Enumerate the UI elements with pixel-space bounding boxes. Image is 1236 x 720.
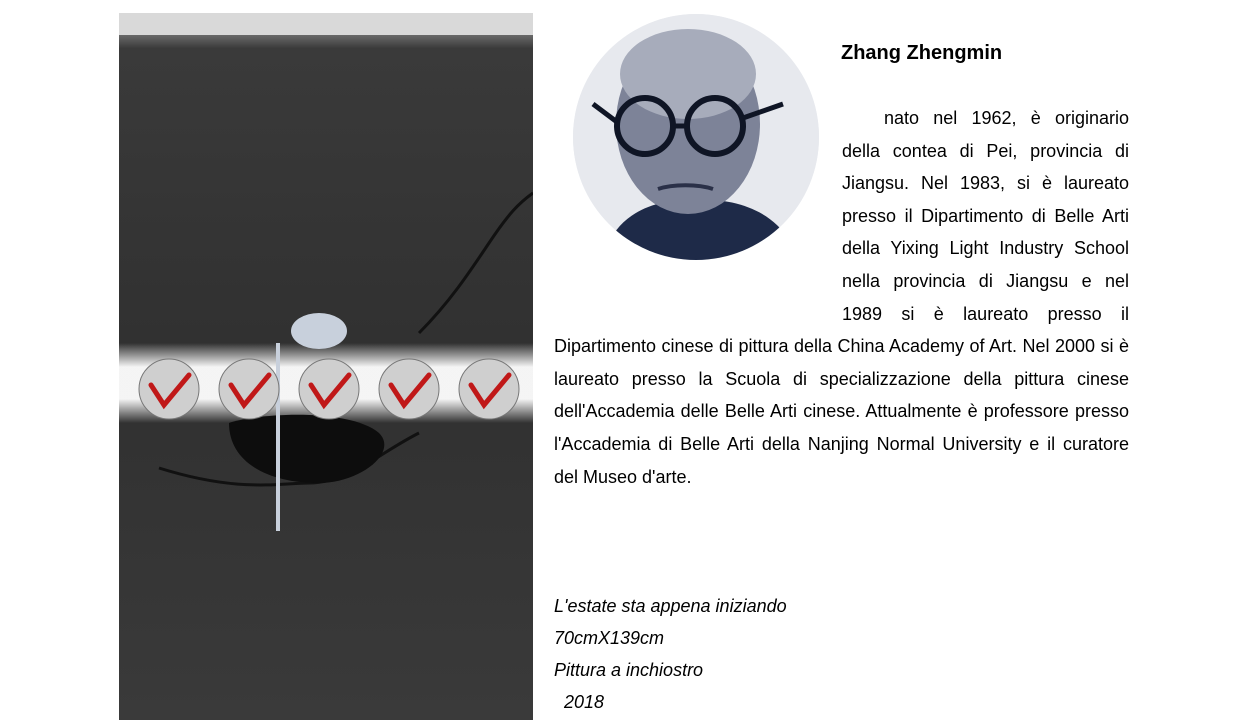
bio-text: nato nel 1962, è originario della contea di Pei, provincia di Jiangsu. Nel 1983, si è laureato presso il Dipartimento di Belle Arti della Yixing Light Industry School nella provincia di Jiangsu e nel 1989 si è laureato presso il Dipartimento cinese di pittura della China Academy of Art. Nel 2000 si è laureato presso la Scuola di specializzazione della pittura cinese dell'Accademia delle Belle Arti cinese. Attualmente è professore presso l'Accademia di Belle Arti della Nanjing Normal University e il curatore del Museo d'arte.: [554, 108, 1129, 487]
painting-illustration: [119, 13, 533, 720]
artist-name: Zhang Zhengmin: [841, 42, 1003, 64]
artwork-year: 2018: [564, 692, 605, 712]
artwork-medium: Pittura a inchiostro: [554, 660, 704, 680]
artwork-dimensions: 70cmX139cm: [554, 628, 665, 648]
artwork-caption: [554, 590, 787, 718]
artist-bio: [554, 102, 1129, 493]
artwork-image: [119, 13, 533, 720]
bio-float-spacer: [554, 102, 842, 298]
artwork-title: L'estate sta appena iniziando: [554, 596, 787, 616]
